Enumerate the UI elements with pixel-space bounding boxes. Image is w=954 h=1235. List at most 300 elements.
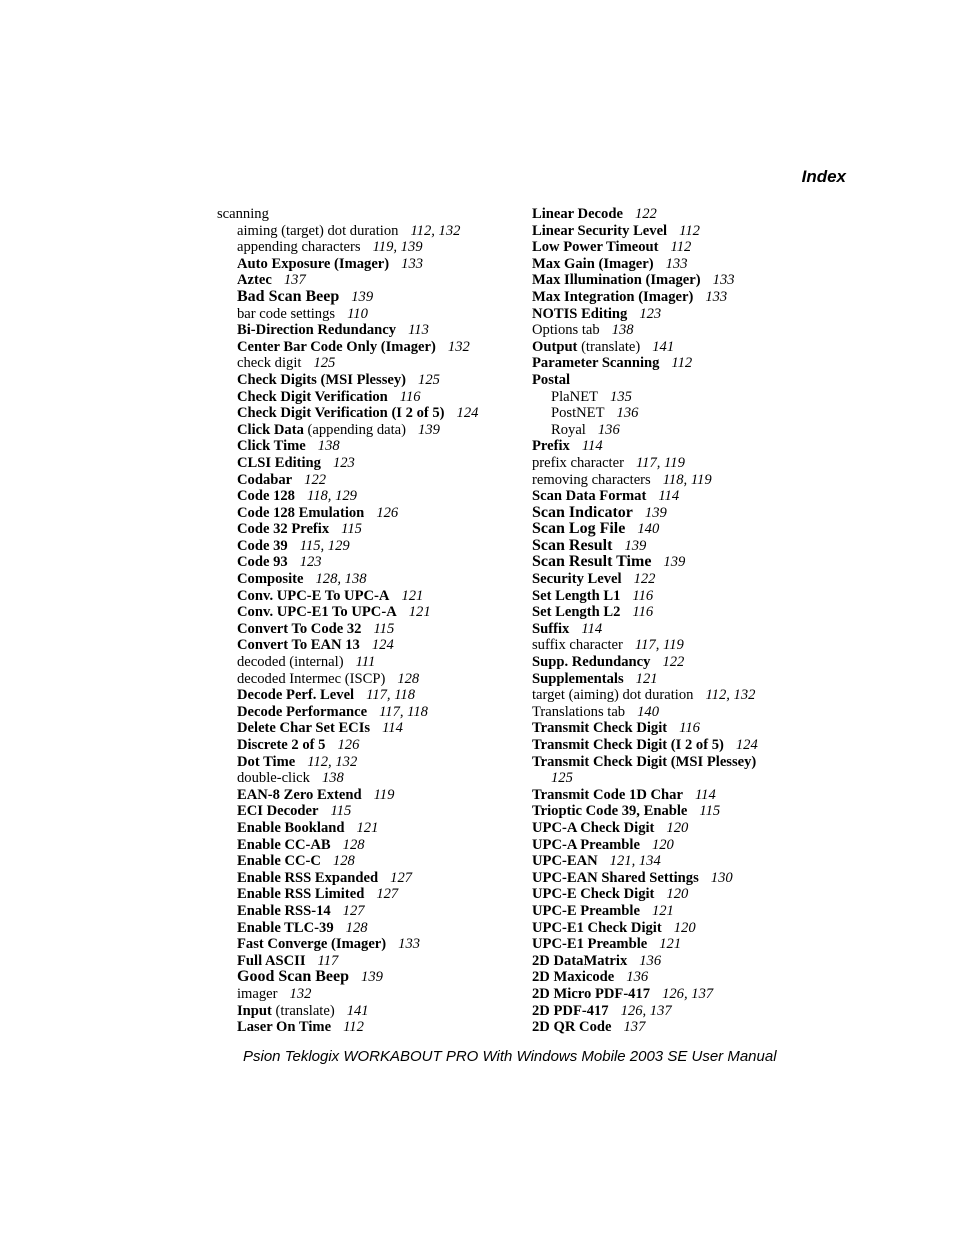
index-entry [217, 986, 517, 1003]
index-entry [217, 272, 517, 289]
index-entry [217, 538, 517, 555]
index-entry-term: check digit [237, 355, 302, 372]
index-entry-term-bold: Enable Bookland [237, 819, 345, 836]
index-entry-term-bold: Enable RSS Limited [237, 886, 365, 903]
index-entry-term-bold: 2D PDF-417 [532, 1002, 609, 1019]
index-entry-term-bold: NOTIS Editing [532, 305, 628, 322]
index-entry-term-bold: Check Digits (MSI Plessey) [237, 371, 407, 388]
index-column-left [217, 206, 517, 1036]
index-entry-term: suffix character [532, 637, 623, 654]
index-entry-page-numbers: 123 [639, 305, 662, 322]
index-entry-term-bold: Scan Result [532, 536, 613, 554]
index-entry-term-bold: Scan Result Time [532, 553, 652, 571]
index-entry-page-numbers: 137 [283, 272, 306, 289]
index-entry-term-bold: Scan Data Format [532, 488, 647, 505]
index-entry [532, 372, 832, 389]
index-entry-term: aiming (target) dot duration [237, 222, 399, 239]
index-entry-page-numbers: 114 [382, 720, 403, 737]
index-entry-page-numbers: 127 [390, 869, 413, 886]
index-entry-page-numbers: 116 [632, 587, 654, 604]
index-entry-term-bold: Scan Log File [532, 520, 626, 538]
index-entry [532, 837, 832, 854]
index-entry [217, 754, 517, 771]
index-entry [217, 455, 517, 472]
page-header-title: Index [801, 167, 846, 186]
index-entry [217, 737, 517, 754]
index-entry [532, 920, 832, 937]
index-entry [532, 206, 832, 223]
index-entry [217, 637, 517, 654]
index-entry-term-bold: Click Data [237, 421, 304, 438]
index-entry-page-numbers: 117, 119 [635, 454, 685, 471]
index-entry-term-bold: Check Digit Verification [237, 388, 388, 405]
index-entry [532, 272, 832, 289]
index-entry-page-numbers: 119 [373, 786, 395, 803]
index-entry [217, 1019, 517, 1036]
index-entry-page-numbers: 128 [345, 919, 368, 936]
index-entry-term-bold: UPC-E Preamble [532, 902, 640, 919]
index-entry [217, 289, 517, 306]
index-entry [217, 488, 517, 505]
index-entry [217, 903, 517, 920]
index-entry [532, 720, 832, 737]
index-entry-page-numbers: 115, 129 [299, 537, 350, 554]
index-entry-term-bold: Code 32 Prefix [237, 521, 330, 538]
index-entry-term-bold: Enable TLC-39 [237, 919, 334, 936]
index-entry [532, 637, 832, 654]
index-entry-term-bold: Bad Scan Beep [237, 287, 340, 305]
index-entry-term-bold: 2D Maxicode [532, 969, 615, 986]
index-entry-page-numbers: 116 [399, 388, 421, 405]
index-entry-term-bold: Set Length L2 [532, 604, 621, 621]
index-entry-page-numbers: 121 [408, 604, 431, 621]
index-entry [217, 505, 517, 522]
index-entry [532, 538, 832, 555]
index-entry [217, 787, 517, 804]
index-entry [217, 223, 517, 240]
index-entry-term-bold: CLSI Editing [237, 454, 321, 471]
index-entry-page-numbers: 130 [710, 869, 733, 886]
index-entry-term-bold: 2D QR Code [532, 1019, 612, 1036]
index-entry [532, 787, 832, 804]
index-entry-term-bold: Convert To Code 32 [237, 620, 362, 637]
index-entry-page-numbers: 114 [581, 620, 603, 637]
index-entry-page-numbers: 125 [418, 371, 440, 388]
index-entry-term-bold: Low Power Timeout [532, 239, 659, 256]
index-entry [532, 986, 832, 1003]
index-entry-page-numbers: 117 [317, 952, 339, 969]
index-entry [217, 372, 517, 389]
index-entry-term-bold: 2D Micro PDF-417 [532, 985, 651, 1002]
index-entry-term-bold: Delete Char Set ECIs [237, 720, 371, 737]
index-entry [217, 953, 517, 970]
index-entry-page-numbers: 139 [361, 969, 383, 986]
index-entry-page-numbers: 135 [610, 388, 632, 405]
index-entry-term-bold: Click Time [237, 438, 306, 455]
index-entry-page-numbers: 126, 137 [620, 1002, 672, 1019]
index-entry [217, 604, 517, 621]
index-entry [532, 853, 832, 870]
index-entry [532, 554, 832, 571]
index-entry [532, 1019, 832, 1036]
index-entry [217, 521, 517, 538]
index-entry-term-bold: Code 128 Emulation [237, 504, 365, 521]
index-entry-page-numbers: 112, 132 [307, 753, 358, 770]
index-entry-term-bold: Suffix [532, 620, 570, 637]
index-entry-page-numbers: 110 [347, 305, 368, 322]
index-entry [532, 223, 832, 240]
index-entry-page-numbers: 133 [712, 272, 735, 289]
index-entry-term: (appending data) [303, 421, 407, 438]
index-entry-page-numbers: 121 [401, 587, 424, 604]
index-entry-page-numbers: 112 [343, 1019, 364, 1036]
index-entry [217, 1003, 517, 1020]
index-entry-term-bold: EAN-8 Zero Extend [237, 786, 362, 803]
index-entry [217, 389, 517, 406]
index-entry-term-bold: Decode Perf. Level [237, 687, 355, 704]
index-entry-page-numbers: 133 [401, 255, 424, 272]
index-entry-term-bold: Dot Time [237, 753, 296, 770]
index-entry [532, 870, 832, 887]
index-entry [217, 239, 517, 256]
index-entry-term: PlaNET [551, 388, 599, 405]
index-entry [532, 737, 832, 754]
index-entry-page-numbers: 141 [652, 338, 675, 355]
index-entry-page-numbers: 114 [581, 438, 603, 455]
index-entry-page-numbers: 117, 118 [366, 687, 416, 704]
index-entry [217, 687, 517, 704]
index-entry-term-bold: Conv. UPC-E1 To UPC-A [237, 604, 397, 621]
index-entry-term: scanning [217, 206, 269, 222]
index-entry [532, 488, 832, 505]
index-entry-term-bold: Max Integration (Imager) [532, 288, 694, 305]
index-entry [532, 322, 832, 339]
index-entry-page-numbers: 139 [351, 288, 374, 305]
index-entry-term-bold: Enable RSS Expanded [237, 869, 379, 886]
index-entry [217, 588, 517, 605]
index-entry-term-bold: UPC-EAN [532, 853, 598, 870]
index-entry [217, 770, 517, 787]
index-entry [217, 936, 517, 953]
index-entry-page-numbers: 112, 132 [410, 222, 461, 239]
index-entry [217, 256, 517, 273]
index-entry-page-numbers: 115 [330, 803, 352, 820]
index-entry [217, 438, 517, 455]
index-entry-page-numbers: 116 [679, 720, 700, 737]
index-entry-page-numbers: 120 [666, 886, 689, 903]
index-entry-page-numbers: 138 [611, 322, 634, 339]
index-entry-page-numbers: 120 [666, 819, 689, 836]
index-entry [532, 438, 832, 455]
index-entry-page-numbers: 124 [735, 737, 758, 753]
index-entry-term: bar code settings [237, 305, 336, 322]
index-entry [532, 953, 832, 970]
index-entry-term: (translate) [271, 1002, 335, 1019]
index-entry [217, 621, 517, 638]
index-entry-page-numbers: 114 [658, 488, 680, 505]
index-entry [217, 571, 517, 588]
index-entry-term-bold: Code 93 [237, 554, 288, 571]
index-entry [532, 339, 832, 356]
index-entry-term: Options tab [532, 322, 600, 339]
index-entry [217, 837, 517, 854]
index-entry [532, 422, 832, 439]
index-entry-page-numbers: 122 [304, 471, 327, 488]
index-entry [532, 1003, 832, 1020]
index-entry-page-numbers: 122 [662, 654, 685, 671]
index-entry-term-bold: Enable RSS-14 [237, 902, 331, 919]
index-entry [217, 405, 517, 422]
index-entry [217, 886, 517, 903]
index-entry-page-numbers: 128 [342, 836, 365, 853]
index-entry-term: (translate) [577, 338, 641, 355]
index-entry-page-numbers: 136 [639, 952, 662, 969]
index-entry-term-bold: Postal [532, 371, 571, 388]
index-entry-page-numbers: 132 [289, 985, 312, 1002]
index-entry [532, 306, 832, 323]
index-entry-term-bold: Center Bar Code Only (Imager) [237, 338, 436, 355]
index-entry [532, 654, 832, 671]
index-entry [217, 870, 517, 887]
index-entry-page-numbers: 124 [456, 405, 479, 422]
index-entry [217, 803, 517, 820]
index-entry [532, 521, 832, 538]
index-entry [532, 571, 832, 588]
index-entry [532, 621, 832, 638]
index-entry-term-bold: Enable CC-AB [237, 836, 331, 853]
index-entry-page-numbers: 123 [332, 454, 355, 471]
index-entry-page-numbers: 123 [299, 554, 322, 571]
index-entry-term-bold: Enable CC-C [237, 853, 321, 870]
index-entry-term-bold: UPC-E1 Preamble [532, 936, 648, 953]
index-entry-page-numbers: 136 [626, 969, 649, 986]
index-entry [532, 936, 832, 953]
index-entry-page-numbers: 140 [637, 703, 659, 720]
index-entry-page-numbers: 138 [321, 770, 344, 787]
page-footer: Psion Teklogix WORKABOUT PRO With Windows Mobile 2003 SE User Manual [243, 1048, 777, 1065]
index-entry-page-numbers: 133 [665, 255, 688, 272]
index-entry-page-numbers: 117, 119 [634, 637, 684, 654]
index-entry-page-numbers: 116 [632, 604, 654, 621]
index-entry-term-bold: Supplementals [532, 670, 624, 687]
index-entry [532, 886, 832, 903]
index-entry [532, 754, 832, 787]
index-entry-page-numbers: 120 [673, 919, 696, 936]
index-entry-term-bold: Good Scan Beep [237, 968, 350, 986]
index-entry [217, 355, 517, 372]
index-entry [217, 853, 517, 870]
index-entry-term-bold: Linear Security Level [532, 222, 668, 239]
index-entry-term-bold: Check Digit Verification (I 2 of 5) [237, 405, 445, 422]
index-entry-term: prefix character [532, 454, 624, 471]
index-entry-page-numbers: 133 [705, 288, 728, 305]
index-entry [217, 969, 517, 986]
index-entry-page-numbers: 136 [597, 421, 620, 438]
index-entry-term: double-click [237, 770, 310, 787]
index-entry-page-numbers: 122 [633, 571, 656, 588]
index-entry-term: Royal [551, 421, 586, 438]
index-entry-term: Translations tab [532, 703, 626, 720]
index-entry-term: appending characters [237, 239, 361, 256]
index-entry [532, 472, 832, 489]
index-entry-page-numbers: 139 [624, 537, 647, 554]
index-entry-page-numbers: 120 [651, 836, 674, 853]
index-entry [532, 903, 832, 920]
index-entry-page-numbers: 119, 139 [372, 239, 423, 256]
index-entry [532, 256, 832, 273]
index-entry-page-numbers: 126 [337, 737, 360, 753]
index-entry-term-bold: UPC-E Check Digit [532, 886, 655, 903]
index-entry-page-numbers: 115 [373, 620, 395, 637]
index-entry-page-numbers: 139 [663, 554, 686, 571]
index-entry-page-numbers: 127 [342, 902, 365, 919]
index-entry [532, 604, 832, 621]
index-entry [532, 239, 832, 256]
index-entry-page-numbers: 140 [637, 521, 660, 538]
index-entry-term-bold: Convert To EAN 13 [237, 637, 360, 654]
index-column-right [532, 206, 832, 1036]
index-entry-term: PostNET [551, 405, 605, 422]
index-entry-page-numbers: 126, 137 [662, 985, 714, 1002]
index-entry-page-numbers: 132 [447, 338, 470, 355]
index-entry [217, 472, 517, 489]
index-entry-term-bold: Auto Exposure (Imager) [237, 255, 390, 272]
index-entry-page-numbers: 125 [551, 770, 573, 787]
index-entry-page-numbers: 112 [670, 239, 692, 256]
index-entry-term-bold: Laser On Time [237, 1019, 332, 1036]
index-entry-term-bold: Max Illumination (Imager) [532, 272, 701, 289]
index-entry-term-bold: Output [532, 338, 578, 355]
index-entry [532, 671, 832, 688]
index-entry-term-bold: Linear Decode [532, 206, 623, 222]
index-entry [217, 720, 517, 737]
index-entry-term-bold: Prefix [532, 438, 570, 455]
index-entry-term-bold: Discrete 2 of 5 [237, 737, 326, 753]
index-entry [532, 405, 832, 422]
index-entry-page-numbers: 128 [332, 853, 355, 870]
index-entry-page-numbers: 125 [313, 355, 336, 372]
index-entry [532, 820, 832, 837]
index-entry-page-numbers: 121 [356, 819, 379, 836]
index-entry-page-numbers: 117, 118 [379, 703, 428, 720]
index-entry-page-numbers: 118, 119 [662, 471, 712, 488]
index-entry-term-bold: Code 39 [237, 537, 288, 554]
index-entry-page-numbers: 112, 132 [705, 687, 756, 704]
index-entry-term-bold: Set Length L1 [532, 587, 621, 604]
index-entry-term-bold: Code 128 [237, 488, 295, 505]
index-entry-term-bold: Supp. Redundancy [532, 654, 651, 671]
index-entry-page-numbers: 128, 138 [315, 571, 367, 588]
index-entry-term-bold: Transmit Check Digit (I 2 of 5) [532, 737, 724, 753]
index-entry [217, 920, 517, 937]
index-entry-term-bold: Max Gain (Imager) [532, 255, 654, 272]
index-entry [217, 671, 517, 688]
index-entry-term-bold: ECI Decoder [237, 803, 319, 820]
index-entry-term-bold: Aztec [237, 272, 272, 289]
index-entry-page-numbers: 128 [397, 670, 420, 687]
index-entry-term: removing characters [532, 471, 651, 488]
index-entry-page-numbers: 141 [346, 1002, 369, 1019]
index-entry-page-numbers: 138 [317, 438, 340, 455]
index-entry-page-numbers: 133 [398, 936, 421, 953]
index-entry-page-numbers: 111 [355, 654, 376, 671]
index-entry-term-bold: Bi-Direction Redundancy [237, 322, 397, 339]
index-entry-page-numbers: 122 [634, 206, 657, 222]
index-entry [532, 969, 832, 986]
index-entry [217, 654, 517, 671]
index-entry-term-bold: Composite [237, 571, 304, 588]
index-entry [217, 820, 517, 837]
index-entry [532, 455, 832, 472]
index-entry [532, 803, 832, 820]
index-entry-term-bold: UPC-A Check Digit [532, 819, 655, 836]
index-entry-term-bold: Codabar [237, 471, 293, 488]
index-entry [532, 687, 832, 704]
index-entry-page-numbers: 137 [623, 1019, 646, 1036]
index-entry [217, 306, 517, 323]
index-entry [532, 289, 832, 306]
index-entry [217, 206, 517, 223]
index-entry-term: decoded Intermec (ISCP) [237, 670, 386, 687]
index-entry-term-bold: 2D DataMatrix [532, 952, 628, 969]
index-entry-term: imager [237, 985, 278, 1002]
index-entry-page-numbers: 124 [371, 637, 394, 654]
index-entry-page-numbers: 112 [671, 355, 693, 372]
index-entry-page-numbers: 121 [635, 670, 658, 687]
index-entry-page-numbers: 115 [341, 521, 362, 538]
index-entry-page-numbers: 121, 134 [609, 853, 661, 870]
index-entry-term-bold: Transmit Check Digit (MSI Plessey) [532, 753, 757, 770]
index-entry [217, 339, 517, 356]
index-entry-page-numbers: 136 [616, 405, 639, 422]
index-entry [217, 704, 517, 721]
index-entry-term-bold: Trioptic Code 39, Enable [532, 803, 688, 820]
index-entry-page-numbers: 115 [699, 803, 721, 820]
index-entry-page-numbers: 127 [376, 886, 399, 903]
index-entry-page-numbers: 126 [376, 504, 399, 521]
index-entry-page-numbers: 139 [644, 504, 667, 521]
index-entry-term-bold: Decode Performance [237, 703, 368, 720]
index-entry-term-bold: Conv. UPC-E To UPC-A [237, 587, 390, 604]
index-entry-term: target (aiming) dot duration [532, 687, 694, 704]
index-entry-term-bold: Security Level [532, 571, 622, 588]
index-entry-term: decoded (internal) [237, 654, 344, 671]
index-entry-term-bold: UPC-A Preamble [532, 836, 640, 853]
index-entry-page-numbers: 121 [651, 902, 674, 919]
index-entry-page-numbers: 113 [408, 322, 429, 339]
index-entry-term-bold: Transmit Check Digit [532, 720, 668, 737]
index-entry-term-bold: UPC-EAN Shared Settings [532, 869, 699, 886]
index-entry [217, 422, 517, 439]
index-entry [532, 588, 832, 605]
index-entry-term-bold: Fast Converge (Imager) [237, 936, 387, 953]
index-entry-term-bold: Parameter Scanning [532, 355, 660, 372]
index-entry-page-numbers: 139 [418, 421, 440, 438]
index-entry-page-numbers: 112 [679, 222, 700, 239]
index-entry-page-numbers: 114 [694, 786, 716, 803]
index-entry-term-bold: Scan Indicator [532, 503, 633, 521]
index-entry [532, 505, 832, 522]
index-entry [532, 389, 832, 406]
index-entry-page-numbers: 121 [659, 936, 682, 953]
index-entry [217, 322, 517, 339]
index-entry [532, 355, 832, 372]
index-entry-term-bold: Full ASCII [237, 952, 306, 969]
index-entry-term-bold: UPC-E1 Check Digit [532, 919, 662, 936]
index-entry [217, 554, 517, 571]
index-entry-page-numbers: 118, 129 [306, 488, 357, 505]
index-entry-term-bold: Input [237, 1002, 272, 1019]
